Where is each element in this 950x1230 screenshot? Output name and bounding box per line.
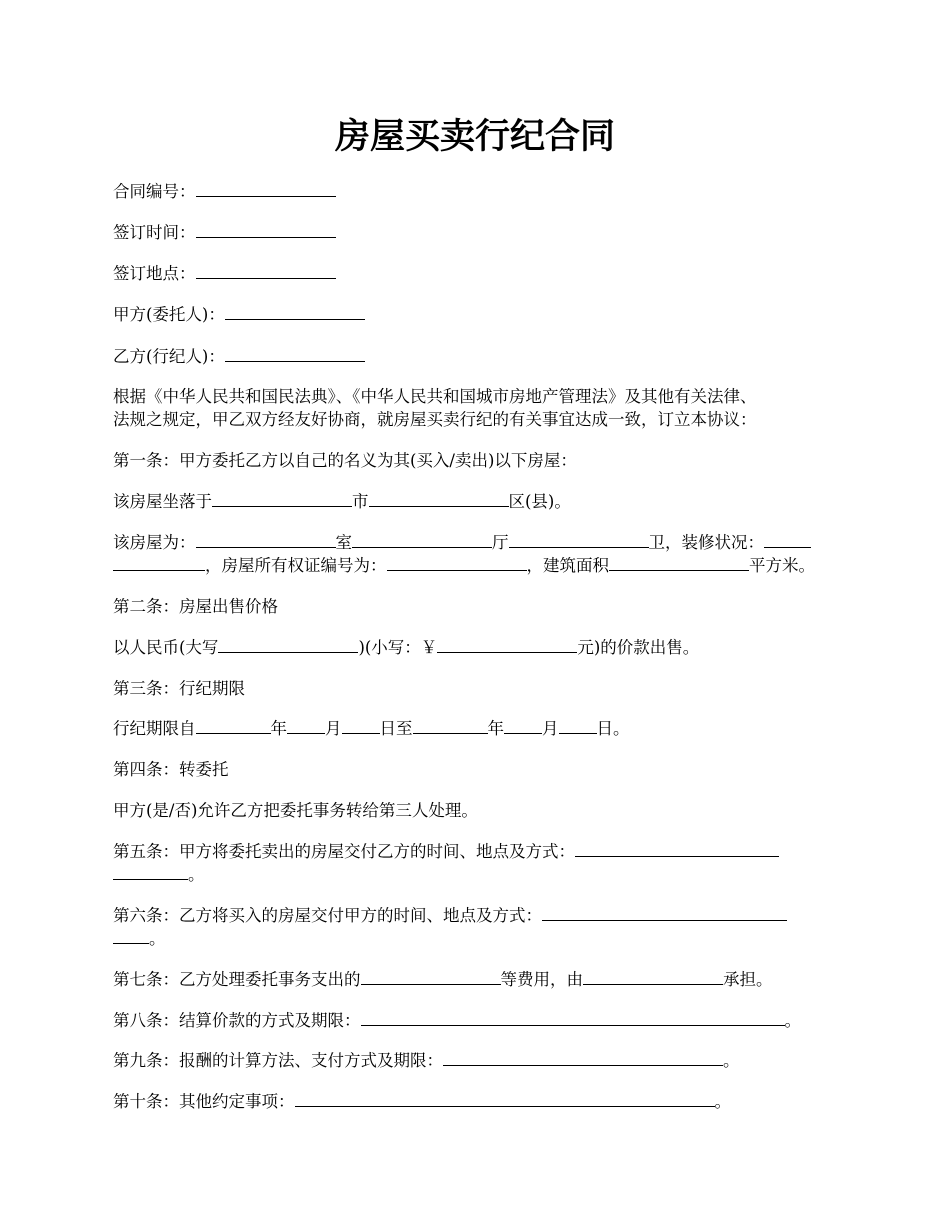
article-3-heading: 第三条：行纪期限 bbox=[113, 679, 245, 698]
article-10-blank[interactable] bbox=[295, 1092, 715, 1107]
article-8-line bbox=[113, 1009, 843, 1033]
start-day-label: 日至 bbox=[379, 719, 413, 738]
baths-blank[interactable] bbox=[509, 533, 649, 548]
area-blank[interactable] bbox=[609, 556, 749, 571]
article-9-end: 。 bbox=[723, 1051, 740, 1070]
party-a-label: 甲方(委托人)： bbox=[113, 305, 225, 324]
article-1-house-2 bbox=[113, 554, 843, 578]
sign-time-label: 签订时间： bbox=[113, 223, 196, 242]
certificate-label: ，房屋所有权证编号为： bbox=[205, 556, 387, 575]
house-label: 该房屋为： bbox=[113, 533, 196, 552]
article-8-end: 。 bbox=[784, 1011, 801, 1030]
article-9-text: 第九条：报酬的计算方法、支付方式及期限： bbox=[113, 1051, 443, 1070]
sign-time-blank[interactable] bbox=[196, 223, 336, 238]
end-month-label: 月 bbox=[542, 719, 559, 738]
article-7-line bbox=[113, 968, 843, 992]
article-5-blank-b[interactable] bbox=[113, 865, 188, 880]
city-blank[interactable] bbox=[212, 492, 352, 507]
article-5-end: 。 bbox=[188, 865, 205, 884]
article-2-price bbox=[113, 636, 843, 660]
sign-time-line bbox=[113, 221, 843, 245]
expense-blank[interactable] bbox=[361, 970, 501, 985]
article-6-end: 。 bbox=[149, 929, 166, 948]
price-figures-label: )(小写：￥ bbox=[358, 638, 438, 657]
article-10-end: 。 bbox=[714, 1092, 731, 1111]
contract-number-line bbox=[113, 180, 843, 204]
start-month-label: 月 bbox=[325, 719, 342, 738]
certificate-blank[interactable] bbox=[387, 556, 527, 571]
article-5-line-1 bbox=[113, 840, 843, 864]
price-words-blank[interactable] bbox=[218, 638, 358, 653]
period-label: 行纪期限自 bbox=[113, 719, 196, 738]
article-1-house-1 bbox=[113, 531, 843, 555]
contract-number-label: 合同编号： bbox=[113, 182, 196, 201]
article-6-blank-a[interactable] bbox=[542, 906, 787, 921]
start-year-blank[interactable] bbox=[196, 719, 271, 734]
article-6-text: 第六条：乙方将买入的房屋交付甲方的时间、地点及方式： bbox=[113, 906, 542, 925]
price-end: 元)的价款出售。 bbox=[577, 638, 700, 657]
start-day-blank[interactable] bbox=[342, 719, 380, 734]
expense-bearer-label: 等费用，由 bbox=[500, 970, 583, 989]
area-unit: 平方米。 bbox=[749, 556, 815, 575]
end-month-blank[interactable] bbox=[504, 719, 542, 734]
expense-bearer-blank[interactable] bbox=[583, 970, 723, 985]
rooms-blank[interactable] bbox=[196, 533, 336, 548]
article-7-end: 承担。 bbox=[723, 970, 773, 989]
article-6-line-2 bbox=[113, 927, 843, 951]
sign-place-blank[interactable] bbox=[196, 264, 336, 279]
area-label: ，建筑面积 bbox=[526, 556, 609, 575]
article-4-heading: 第四条：转委托 bbox=[113, 760, 229, 779]
decoration-blank-a[interactable] bbox=[764, 533, 811, 548]
article-9-line bbox=[113, 1049, 843, 1073]
end-day-label: 日。 bbox=[596, 719, 630, 738]
article-8-blank[interactable] bbox=[361, 1011, 785, 1026]
article-6-line-1 bbox=[113, 904, 843, 928]
article-4-text: 甲方(是/否)允许乙方把委托事务转给第三人处理。 bbox=[113, 801, 478, 820]
article-5-line-2 bbox=[113, 863, 843, 887]
article-7-text: 第七条：乙方处理委托事务支出的 bbox=[113, 970, 361, 989]
article-5-text: 第五条：甲方将委托卖出的房屋交付乙方的时间、地点及方式： bbox=[113, 842, 575, 861]
preamble-line-2: 法规之规定，甲乙双方经友好协商，就房屋买卖行纪的有关事宜达成一致，订立本协议： bbox=[113, 410, 757, 429]
halls-blank[interactable] bbox=[352, 533, 492, 548]
party-b-label: 乙方(行纪人)： bbox=[113, 347, 225, 366]
party-b-line bbox=[113, 345, 843, 369]
party-a-line bbox=[113, 303, 843, 327]
end-year-blank[interactable] bbox=[413, 719, 488, 734]
sign-place-label: 签订地点： bbox=[113, 264, 196, 283]
article-1-location bbox=[113, 490, 843, 514]
article-10-text: 第十条：其他约定事项： bbox=[113, 1092, 295, 1111]
city-label: 市 bbox=[352, 492, 369, 511]
price-words-label: 以人民币(大写 bbox=[113, 638, 219, 657]
start-year-label: 年 bbox=[270, 719, 287, 738]
district-label: 区(县)。 bbox=[508, 492, 571, 511]
preamble-line-1: 根据《中华人民共和国民法典》、《中华人民共和国城市房地产管理法》及其他有关法律、 bbox=[113, 387, 757, 406]
district-blank[interactable] bbox=[369, 492, 509, 507]
decoration-blank-b[interactable] bbox=[113, 556, 205, 571]
price-figures-blank[interactable] bbox=[437, 638, 577, 653]
article-9-blank[interactable] bbox=[443, 1051, 723, 1066]
article-10-line bbox=[113, 1090, 843, 1114]
article-3-period bbox=[113, 717, 843, 741]
contract-number-blank[interactable] bbox=[196, 182, 336, 197]
start-month-blank[interactable] bbox=[287, 719, 325, 734]
party-a-blank[interactable] bbox=[225, 305, 365, 320]
sign-place-line bbox=[113, 262, 843, 286]
location-label: 该房屋坐落于 bbox=[113, 492, 212, 511]
halls-label: 厅 bbox=[492, 533, 509, 552]
baths-label: 卫，装修状况： bbox=[648, 533, 764, 552]
article-6-blank-b[interactable] bbox=[113, 929, 149, 944]
party-b-blank[interactable] bbox=[225, 347, 365, 362]
document-title: 房屋买卖行纪合同 bbox=[334, 116, 615, 157]
article-8-text: 第八条：结算价款的方式及期限： bbox=[113, 1011, 361, 1030]
article-5-blank-a[interactable] bbox=[575, 842, 779, 857]
end-year-label: 年 bbox=[487, 719, 504, 738]
end-day-blank[interactable] bbox=[559, 719, 597, 734]
article-1-text: 第一条：甲方委托乙方以自己的名义为其(买入/卖出)以下房屋： bbox=[113, 451, 577, 470]
article-2-heading: 第二条：房屋出售价格 bbox=[113, 597, 278, 616]
rooms-label: 室 bbox=[335, 533, 352, 552]
